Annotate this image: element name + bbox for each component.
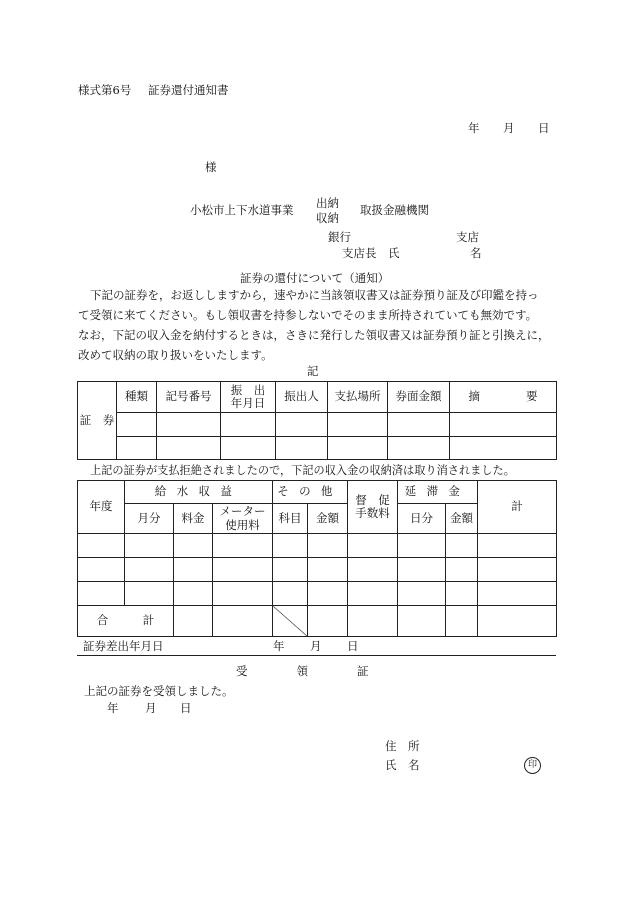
cell <box>328 413 388 437</box>
cell <box>78 558 125 582</box>
receipt-date-day: 日 <box>180 701 192 715</box>
issuer-role-bottom: 収納 <box>316 211 339 225</box>
cell <box>450 413 557 437</box>
body-line: 下記の証券を，お返ししますから，速やかに当該領収書又は証券預り証及び印鑑を持っ <box>90 288 539 302</box>
addressee-suffix: 様 <box>205 160 217 174</box>
receipt-title: 受領証 <box>236 664 418 678</box>
form-title: 証券還付通知書 <box>148 83 229 97</box>
branch-manager: 支店長 <box>342 246 377 260</box>
name-label: 氏 名 <box>385 758 420 772</box>
cell <box>478 606 557 637</box>
name-label-2: 名 <box>470 246 482 260</box>
cell <box>117 413 157 437</box>
body-line: 改めて収納の取り扱いをいたします。 <box>78 348 273 362</box>
header-charge: 料金 <box>174 504 213 534</box>
header-other: その他 <box>273 481 348 504</box>
cell <box>398 582 446 606</box>
cell <box>174 606 213 637</box>
cell <box>348 558 398 582</box>
header-month: 月分 <box>125 504 174 534</box>
cell <box>157 413 221 437</box>
issue-date-day: 日 <box>347 639 359 653</box>
cell <box>276 437 328 460</box>
date-year: 年 <box>468 121 480 135</box>
cell <box>308 606 348 637</box>
cell <box>174 582 213 606</box>
header-issue-date: 振 出 年月日 <box>221 382 276 413</box>
issuer: 小松市上下水道事業 <box>190 203 294 217</box>
sum-label: 合 計 <box>78 606 174 637</box>
cell <box>273 534 308 558</box>
cell <box>157 437 221 460</box>
cell <box>478 534 557 558</box>
securities-row-label: 証 券 <box>78 382 117 460</box>
issue-date-year: 年 <box>273 639 285 653</box>
receipt-date-year: 年 <box>107 701 119 715</box>
header-serial: 記号番号 <box>157 382 221 413</box>
bank: 銀行 <box>328 230 351 244</box>
cell <box>117 437 157 460</box>
cell <box>398 558 446 582</box>
form-number: 様式第6号 <box>78 83 132 97</box>
cell <box>308 582 348 606</box>
header-year: 年度 <box>78 481 125 534</box>
body-line: なお，下記の収入金を納付するときは，さきに発行した領収書又は証券預り証と引換えに， <box>78 328 550 342</box>
cell <box>213 582 273 606</box>
receipt-date-month: 月 <box>145 701 157 715</box>
header-total: 計 <box>478 481 557 534</box>
notice-title: 証券の還付について（通知） <box>240 271 390 285</box>
cell <box>446 558 478 582</box>
cell <box>125 582 174 606</box>
cell <box>446 606 478 637</box>
header-late-fee: 延滞金 <box>398 481 478 504</box>
issuer-role-top: 出納 <box>316 196 339 210</box>
cell <box>78 534 125 558</box>
cell <box>308 534 348 558</box>
cell <box>446 582 478 606</box>
header-remarks: 摘 要 <box>450 382 557 413</box>
cell <box>213 534 273 558</box>
address-label: 住 所 <box>385 739 420 753</box>
cell <box>213 558 273 582</box>
cell <box>388 437 450 460</box>
cell <box>221 437 276 460</box>
sum-item-slash-cell <box>273 606 308 637</box>
cell <box>273 582 308 606</box>
issue-date-month: 月 <box>310 639 322 653</box>
institution: 取扱金融機関 <box>360 203 429 217</box>
cell <box>328 437 388 460</box>
cell <box>174 534 213 558</box>
header-meter-fee: メーター 使用料 <box>213 504 273 534</box>
divider <box>77 655 556 656</box>
issue-date-label: 証券差出年月日 <box>83 639 164 653</box>
cell <box>273 558 308 582</box>
ki-mark: 記 <box>307 364 319 378</box>
branch: 支店 <box>456 230 479 244</box>
header-days: 日分 <box>398 504 446 534</box>
header-late-amount: 金額 <box>446 504 478 534</box>
cell <box>478 558 557 582</box>
cell <box>348 606 398 637</box>
cell <box>450 437 557 460</box>
seal-mark: 印 <box>524 757 541 774</box>
date-month: 月 <box>503 121 515 135</box>
cell <box>388 413 450 437</box>
header-type: 種類 <box>117 382 157 413</box>
header-water-revenue: 給水収益 <box>125 481 273 504</box>
cell <box>276 413 328 437</box>
cell <box>348 582 398 606</box>
date-day: 日 <box>538 121 550 135</box>
body-line: て受領に来てください。もし領収書を持参しないでそのまま所持されていても無効です。 <box>78 308 538 322</box>
cell <box>308 558 348 582</box>
cell <box>478 582 557 606</box>
securities-table <box>77 381 557 460</box>
cell <box>446 534 478 558</box>
receipt-text: 上記の証券を受領しました。 <box>84 684 234 698</box>
header-item: 科目 <box>273 504 308 534</box>
cell <box>78 582 125 606</box>
header-amount: 金額 <box>308 504 348 534</box>
cell <box>348 534 398 558</box>
cell <box>221 413 276 437</box>
cell <box>125 534 174 558</box>
name-label-1: 氏 <box>388 246 400 260</box>
header-reminder-fee: 督 促 手数料 <box>348 481 398 534</box>
cell <box>213 606 273 637</box>
dishonor-note: 上記の証券が支払拒絶されましたので，下記の収入金の収納済は取り消されました。 <box>90 464 515 477</box>
revenue-table <box>77 480 557 637</box>
cell <box>174 558 213 582</box>
notice-body <box>78 285 556 365</box>
header-face-amount: 券面金額 <box>388 382 450 413</box>
header-payment-place: 支払場所 <box>328 382 388 413</box>
cell <box>398 534 446 558</box>
header-drawer: 振出人 <box>276 382 328 413</box>
cell <box>125 558 174 582</box>
cell <box>398 606 446 637</box>
